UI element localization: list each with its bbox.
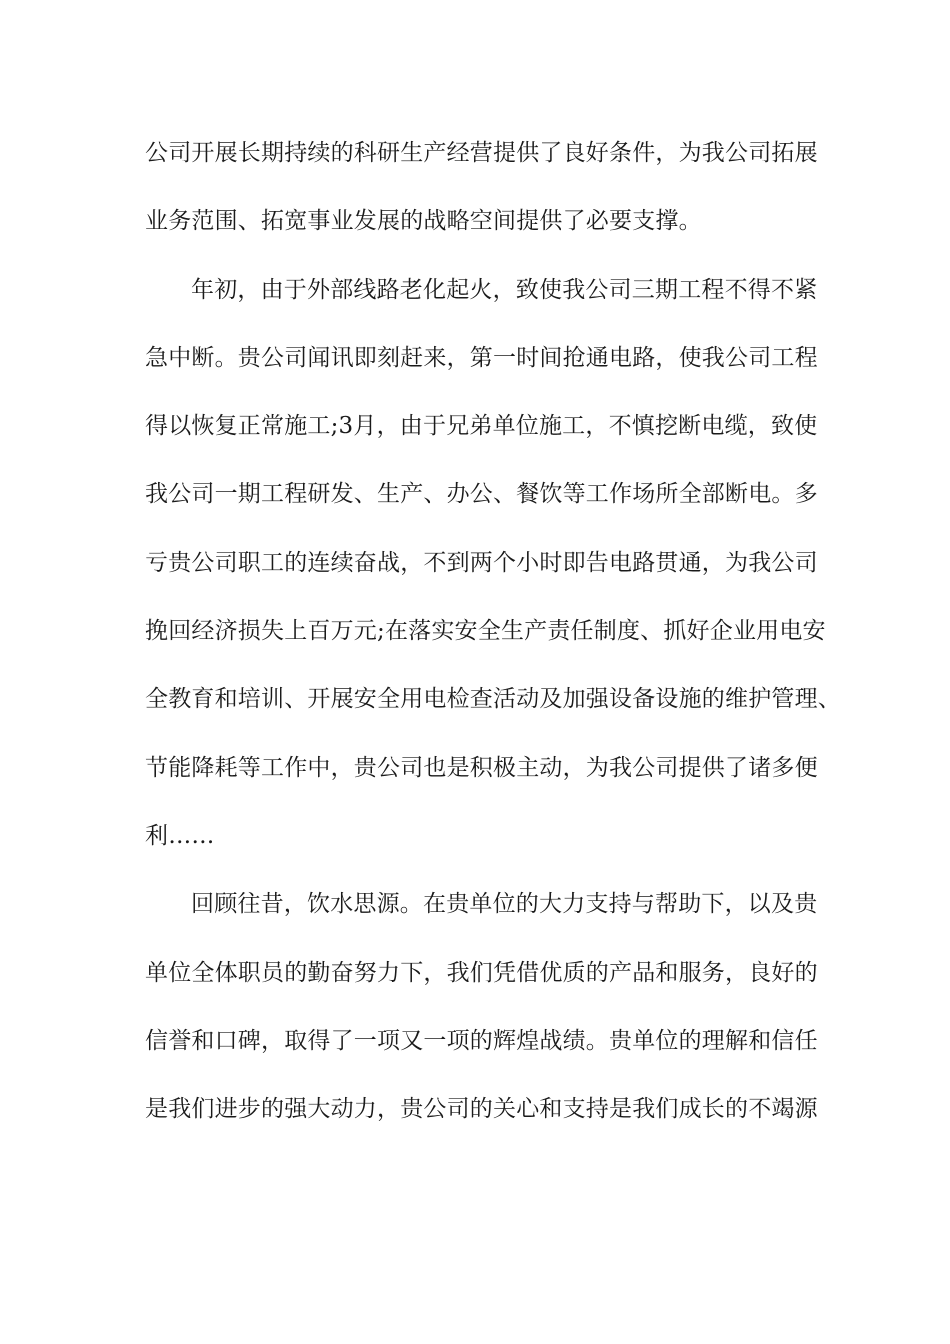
text-line: 急中断。贵公司闻讯即刻赶来，第一时间抢通电路，使我公司工程	[145, 344, 818, 371]
text-line: 公司开展长期持续的科研生产经营提供了良好条件，为我公司拓展	[145, 140, 818, 166]
text-line: 我公司一期工程研发、生产、办公、餐饮等工作场所全部断电。多	[145, 481, 818, 508]
text-line: 挽回经济损失上百万元;在落实安全生产责任制度、抓好企业用电安	[145, 618, 826, 645]
text-line: 节能降耗等工作中，贵公司也是积极主动，为我公司提供了诸多便	[145, 754, 818, 781]
text-line: 利……	[145, 822, 215, 849]
text-line: 全教育和培训、开展安全用电检查活动及加强设备设施的维护管理、	[145, 686, 841, 713]
paragraph-start-line: 年初，由于外部线路老化起火，致使我公司三期工程不得不紧	[191, 276, 818, 303]
text-line: 亏贵公司职工的连续奋战，不到两个小时即告电路贯通，为我公司	[145, 549, 818, 576]
paragraph-start-line: 回顾往昔，饮水思源。在贵单位的大力支持与帮助下，以及贵	[191, 891, 818, 918]
body-text	[145, 128, 841, 1152]
text-line: 是我们进步的强大动力，贵公司的关心和支持是我们成长的不竭源	[145, 1096, 818, 1123]
text-line: 单位全体职员的勤奋努力下，我们凭借优质的产品和服务，良好的	[145, 959, 818, 986]
text-line: 业务范围、拓宽事业发展的战略空间提供了必要支撑。	[145, 208, 702, 235]
text-line: 信誉和口碑，取得了一项又一项的辉煌战绩。贵单位的理解和信任	[145, 1027, 818, 1054]
text-line: 得以恢复正常施工;3月，由于兄弟单位施工，不慎挖断电缆，致使	[145, 413, 818, 440]
